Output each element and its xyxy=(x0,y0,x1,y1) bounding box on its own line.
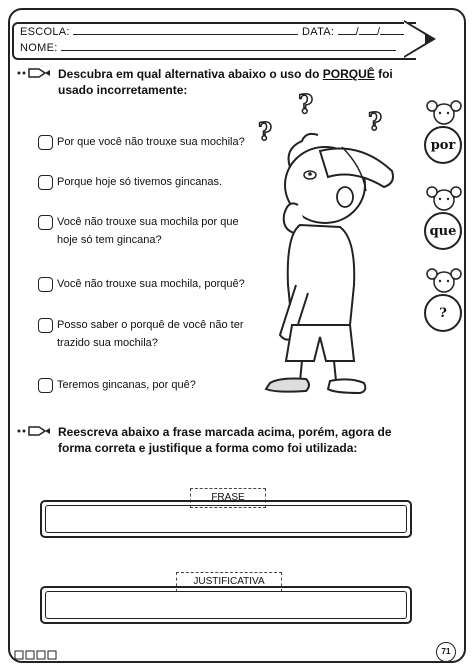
escola-line xyxy=(20,26,298,38)
option-2[interactable] xyxy=(38,173,222,191)
option-6-label: Teremos gincanas, por quê? xyxy=(57,379,196,391)
boy-thinking-illustration xyxy=(250,85,420,405)
option-5-line-2: trazido sua mochila? xyxy=(57,337,158,349)
side-word-question-mark: ? xyxy=(424,294,462,332)
data-month-field[interactable] xyxy=(359,34,377,35)
page-number: 71 xyxy=(436,642,456,662)
option-4-label: Você não trouxe sua mochila, porquê? xyxy=(57,278,245,290)
side-word-por: por xyxy=(424,126,462,164)
question-mark-icon: ? xyxy=(258,117,273,146)
option-3-checkbox[interactable] xyxy=(38,215,53,230)
escola-label: ESCOLA: xyxy=(20,26,70,38)
question-1-text-a: Descubra em qual alternativa abaixo o uso do xyxy=(58,67,323,81)
option-5-label xyxy=(57,316,244,352)
question-mark-icon: ? xyxy=(298,90,314,120)
option-2-label: Porque hoje só tivemos gincanas. xyxy=(57,176,223,188)
question-mark-icon: ? xyxy=(368,107,383,136)
girl-face-icon xyxy=(424,182,464,212)
option-6[interactable] xyxy=(38,376,196,394)
option-3-line-1: Você não trouxe sua mochila por que xyxy=(57,216,239,228)
option-6-checkbox[interactable] xyxy=(38,378,53,393)
data-day-field[interactable] xyxy=(338,34,356,35)
pointing-hand-icon xyxy=(16,424,52,438)
header-pencil xyxy=(12,22,416,60)
option-3-line-2: hoje só tem gincana? xyxy=(57,234,162,246)
option-1[interactable] xyxy=(38,133,245,151)
option-1-checkbox[interactable] xyxy=(38,135,53,150)
option-4-checkbox[interactable] xyxy=(38,277,53,292)
girl-face-icon xyxy=(424,96,464,126)
nome-label: NOME: xyxy=(20,42,58,54)
option-5[interactable] xyxy=(38,316,244,352)
option-5-line-1: Posso saber o porquê de você não ter xyxy=(57,319,244,331)
pointing-hand-icon xyxy=(16,66,52,80)
data-label: DATA: xyxy=(302,26,335,38)
question-1-text-b: foi usado incorretamente: xyxy=(58,67,393,97)
frase-answer-box[interactable] xyxy=(40,500,412,538)
pencil-lead xyxy=(425,33,435,45)
option-2-checkbox[interactable] xyxy=(38,175,53,190)
data-line: DATA: / / xyxy=(302,26,406,38)
question-1-highlight: PORQUÊ xyxy=(322,67,375,81)
question-2: Reescreva abaixo a frase marcada acima, porém, agora de forma correta e justifique a forma como foi utilizada: xyxy=(58,425,392,455)
escola-field[interactable] xyxy=(73,34,298,35)
option-3[interactable] xyxy=(38,213,239,249)
option-3-label xyxy=(57,213,239,249)
frase-label: FRASE xyxy=(190,488,266,508)
option-1-label: Por que você não trouxe sua mochila? xyxy=(57,136,245,148)
girl-face-icon xyxy=(424,264,464,294)
justificativa-answer-box[interactable] xyxy=(40,586,412,624)
nome-line xyxy=(20,42,396,54)
option-4[interactable] xyxy=(38,275,245,293)
option-5-checkbox[interactable] xyxy=(38,318,53,333)
data-year-field[interactable] xyxy=(380,34,406,35)
nome-field[interactable] xyxy=(61,50,396,51)
side-word-que: que xyxy=(424,212,462,250)
justificativa-label: JUSTIFICATIVA xyxy=(176,572,282,592)
footer-decoration-icon xyxy=(14,648,62,662)
